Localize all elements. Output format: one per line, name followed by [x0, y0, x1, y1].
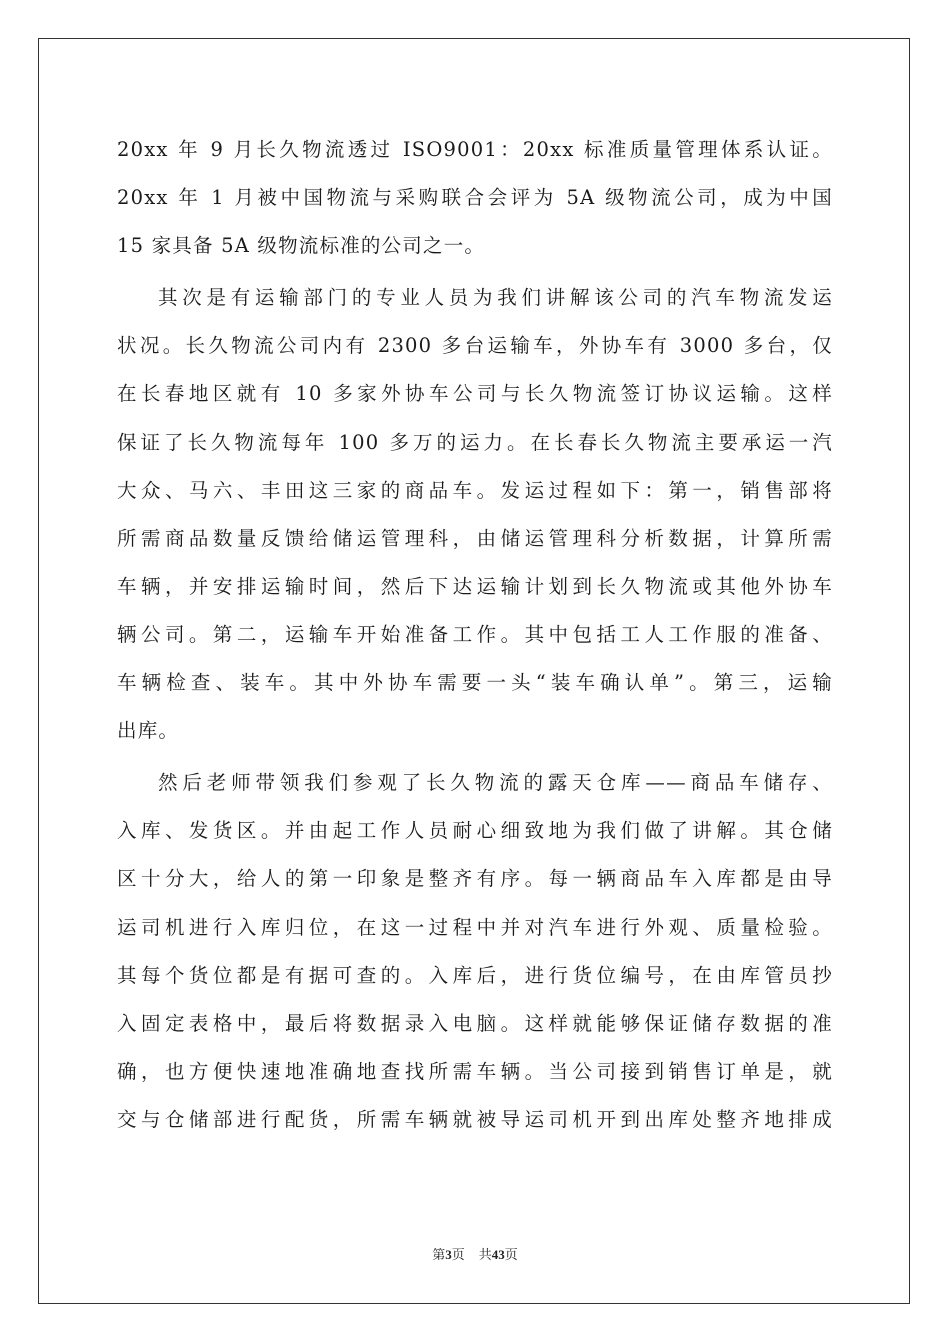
- page-prefix: 第: [432, 1247, 446, 1262]
- text-line: 15 家具备 5A 级物流标准的公司之一。: [117, 234, 486, 258]
- text-line: 20xx 年 9 月长久物流透过 ISO9001：20xx 标准质量管理体系认证。: [117, 138, 833, 161]
- text-line: 交与仓储部进行配货，所需车辆就被导运司机开到出库处整齐地排成: [117, 1107, 833, 1131]
- total-suffix: 页: [504, 1247, 518, 1262]
- text-line: 车辆，并安排运输时间，然后下达运输计划到长久物流或其他外协车: [117, 574, 833, 598]
- text-line: 然后老师带领我们参观了长久物流的露天仓库——商品车储存、: [158, 771, 833, 795]
- text-line: 入固定表格中，最后将数据录入电脑。这样就能够保证储存数据的准: [117, 1011, 833, 1035]
- paragraph: [117, 274, 833, 755]
- paragraph: [117, 759, 833, 1144]
- document-body: [117, 126, 833, 1144]
- text-line: 所需商品数量反馈给储运管理科，由储运管理科分析数据，计算所需: [117, 526, 833, 550]
- text-line: 车辆检查、装车。其中外协车需要一头“装车确认单”。第三，运输: [117, 671, 833, 695]
- text-line: 出库。: [117, 719, 180, 743]
- text-line: 入库、发货区。并由起工作人员耐心细致地为我们做了讲解。其仓储: [117, 819, 833, 843]
- page-footer: [0, 1244, 950, 1263]
- text-line: 保证了长久物流每年 100 多万的运力。在长春长久物流主要承运一汽: [117, 430, 833, 454]
- total-prefix: 共: [478, 1247, 492, 1262]
- text-line: 20xx 年 1 月被中国物流与采购联合会评为 5A 级物流公司，成为中国: [117, 186, 833, 210]
- text-line: 运司机进行入库归位，在这一过程中并对汽车进行外观、质量检验。: [117, 915, 833, 939]
- page-number: 3: [445, 1247, 452, 1262]
- text-line: 大众、马六、丰田这三家的商品车。发运过程如下：第一，销售部将: [117, 478, 833, 502]
- text-line: 其次是有运输部门的专业人员为我们讲解该公司的汽车物流发运: [158, 286, 833, 310]
- text-line: 其每个货位都是有据可查的。入库后，进行货位编号，在由库管员抄: [117, 963, 833, 987]
- paragraph: [117, 126, 833, 270]
- page-suffix: 页: [451, 1247, 465, 1262]
- total-pages: 43: [491, 1247, 505, 1262]
- text-line: 状况。长久物流公司内有 2300 多台运输车，外协车有 3000 多台，仅: [117, 334, 833, 358]
- text-line: 确，也方便快速地准确地查找所需车辆。当公司接到销售订单是，就: [117, 1059, 833, 1083]
- text-line: 区十分大，给人的第一印象是整齐有序。每一辆商品车入库都是由导: [117, 867, 833, 891]
- text-line: 辆公司。第二，运输车开始准备工作。其中包括工人工作服的准备、: [117, 622, 833, 646]
- text-line: 在长春地区就有 10 多家外协车公司与长久物流签订协议运输。这样: [117, 382, 833, 406]
